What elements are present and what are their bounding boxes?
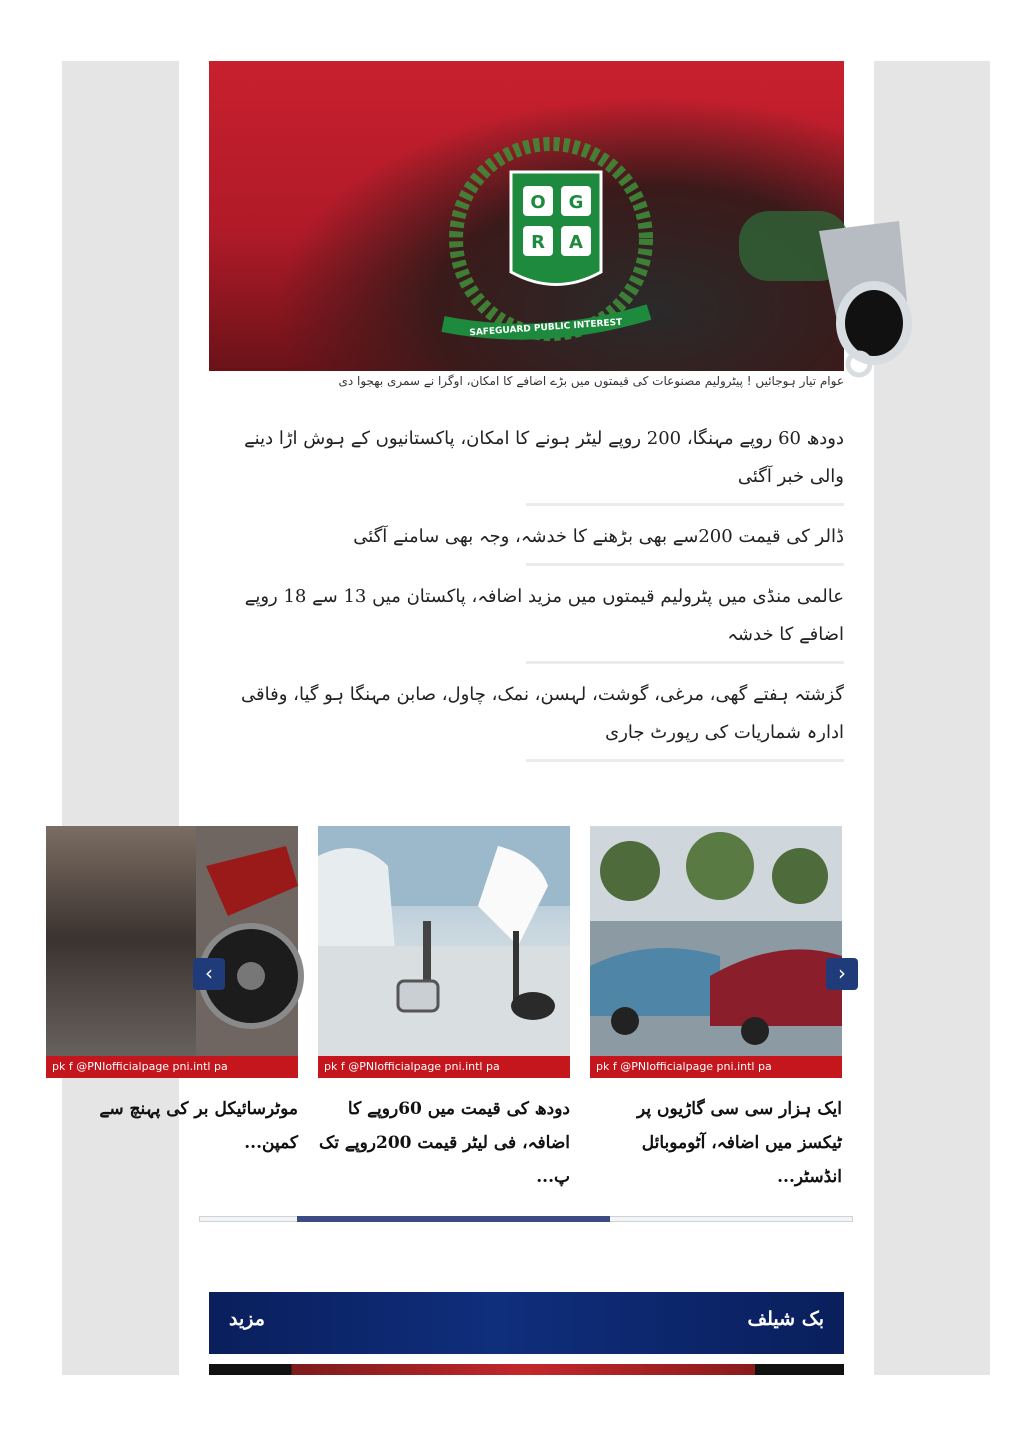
social-strip: pk f @PNIofficialpage pni.intl pa <box>46 1056 298 1078</box>
related-news-link[interactable]: ڈالر کی قیمت 200سے بھی بڑھنے کا خدشہ، وجہ بھی سامنے آگئی <box>220 518 844 574</box>
logo-letter-3: R <box>531 232 545 253</box>
card-title[interactable]: ایک ہزار سی سی گاڑیوں پر ٹیکسز میں اضافہ، آٹوموبائل انڈسٹر... <box>637 1099 842 1187</box>
bookshelf-more-link[interactable]: مزید <box>229 1308 265 1330</box>
related-news-list <box>220 420 844 770</box>
left-gutter <box>62 61 179 1375</box>
motorcycle-illustration <box>46 826 298 1078</box>
bookshelf-header <box>209 1292 844 1354</box>
ogra-logo <box>441 134 661 354</box>
card-image-motorcycle[interactable] <box>46 826 298 1078</box>
logo-motto: SAFEGUARD PUBLIC INTEREST <box>469 317 623 339</box>
logo-letter-2: G <box>568 192 584 213</box>
carousel-card[interactable] <box>318 826 570 1194</box>
related-news-link[interactable]: گزشتہ ہفتے گھی، مرغی، گوشت، لہسن، نمک، چاول، صابن مہنگا ہو گیا، وفاقی ادارہ شماریات کی رپورٹ جاری <box>220 676 844 770</box>
carousel-card[interactable] <box>590 826 842 1194</box>
card-title[interactable]: موٹرسائیکل بر کی پہنچ سے کمپن... <box>99 1099 298 1153</box>
logo-letter-1: O <box>530 192 546 213</box>
fuel-nozzle-icon <box>729 201 929 381</box>
logo-letter-4: A <box>569 232 583 253</box>
card-image-cars[interactable] <box>590 826 842 1078</box>
bookshelf-title: بک شیلف <box>747 1308 824 1330</box>
hero-image[interactable] <box>209 61 844 371</box>
bookshelf-image[interactable] <box>209 1364 844 1375</box>
news-carousel <box>52 826 853 1196</box>
related-news-link[interactable]: عالمی منڈی میں پٹرولیم قیمتوں میں مزید اضافہ، پاکستان میں 13 سے 18 روپے اضافے کا خدشہ <box>220 578 844 672</box>
cars-illustration <box>590 826 842 1078</box>
social-strip: pk f @PNIofficialpage pni.intl pa <box>590 1056 842 1078</box>
carousel-next-button[interactable]: › <box>826 958 858 990</box>
related-news-link[interactable]: دودھ 60 روپے مہنگا، 200 روپے لیٹر ہونے کا امکان، پاکستانیوں کے ہوش اڑا دینے والی خبر آگئی <box>220 420 844 514</box>
carousel-card[interactable] <box>46 826 298 1160</box>
hero-caption: عوام تیار ہوجائیں ! پیٹرولیم مصنوعات کی قیمتوں میں بڑے اضافے کا امکان، اوگرا نے سمری بھجوا دی <box>338 374 844 388</box>
carousel-scrollbar[interactable] <box>199 1216 853 1222</box>
carousel-scrollbar-thumb[interactable] <box>297 1216 610 1222</box>
milk-illustration <box>318 826 570 1078</box>
carousel-prev-button[interactable]: ‹ <box>193 958 225 990</box>
card-image-milk[interactable] <box>318 826 570 1078</box>
card-title[interactable]: دودھ کی قیمت میں 60روپے کا اضافہ، فی لیٹر قیمت 200روپے تک پ... <box>319 1099 570 1187</box>
social-strip: pk f @PNIofficialpage pni.intl pa <box>318 1056 570 1078</box>
